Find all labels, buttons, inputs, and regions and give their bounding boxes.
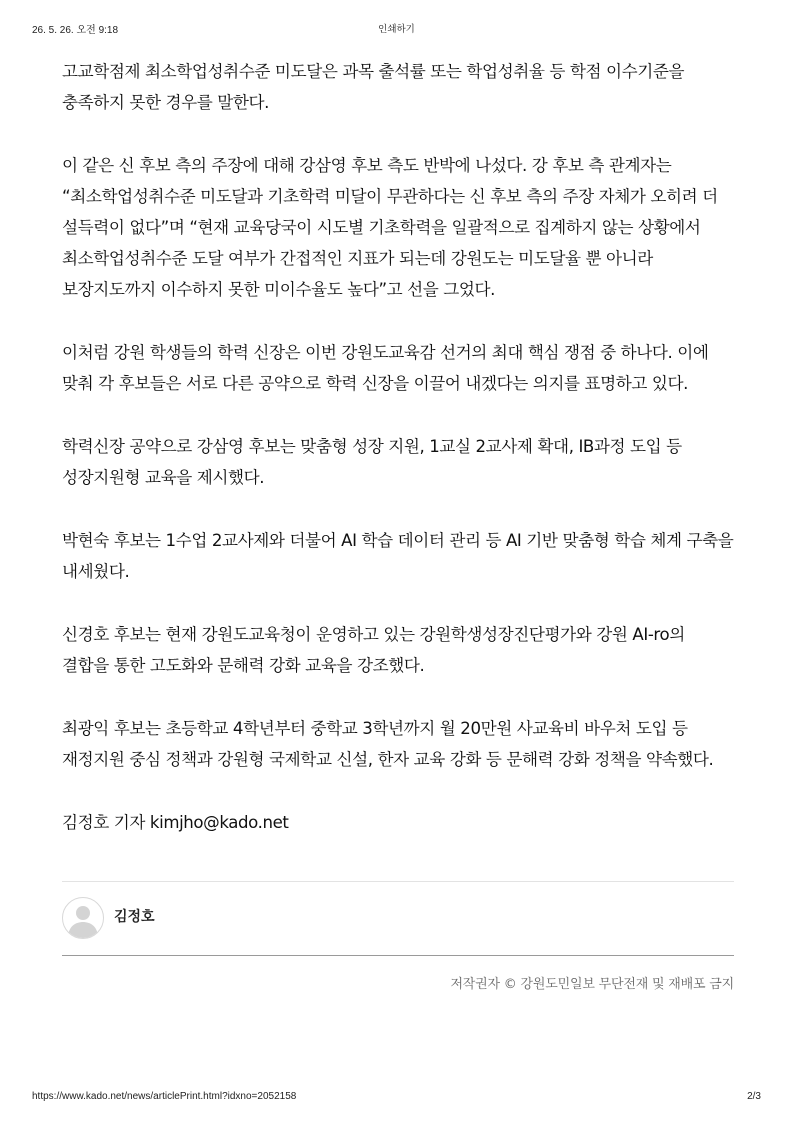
print-footer (0, 1091, 793, 1105)
article-paragraph: 이처럼 강원 학생들의 학력 신장은 이번 강원도교육감 선거의 최대 핵심 쟁점 중 하나다. 이에 맞춰 각 후보들은 서로 다른 공약으로 학력 신장을 이끌어 내겠다는 의지를 표명하고 있다. (62, 343, 709, 393)
print-header (0, 21, 793, 35)
author-box (62, 881, 734, 956)
reporter-byline: 김정호 기자 kimjho@kado.net (62, 813, 289, 832)
page-url: https://www.kado.net/news/articlePrint.html?idxno=2052158 (32, 1091, 297, 1102)
article-paragraph: 신경호 후보는 현재 강원도교육청이 운영하고 있는 강원학생성장진단평가와 강원 AI-ro의 결합을 통한 고도화와 문해력 강화 교육을 강조했다. (62, 625, 685, 675)
article-paragraph: 학력신장 공약으로 강삼영 후보는 맞춤형 성장 지원, 1교실 2교사제 확대, IB과정 도입 등 성장지원형 교육을 제시했다. (62, 437, 682, 487)
print-title: 인쇄하기 (378, 24, 415, 35)
copyright-notice: 저작권자 © 강원도민일보 무단전재 및 재배포 금지 (450, 977, 734, 992)
article-paragraph: 고교학점제 최소학업성취수준 미도달은 과목 출석률 또는 학업성취율 등 학점 이수기준을 충족하지 못한 경우를 말한다. (62, 62, 685, 112)
article-paragraph: 최광익 후보는 초등학교 4학년부터 중학교 3학년까지 월 20만원 사교육비 바우처 도입 등 재정지원 중심 정책과 강원형 국제학교 신설, 한자 교육 강화 등 문해력 강화 정책을 약속했다. (62, 719, 714, 769)
article-paragraph: 이 같은 신 후보 측의 주장에 대해 강삼영 후보 측도 반박에 나섰다. 강 후보 측 관계자는 “최소학업성취수준 미도달과 기초학력 미달이 무관하다는 신 후보 측의 주장 자체가 오히려 더 설득력이 없다”며 “현재 교육당국이 시도별 기초학력을 일괄적으로 집계하지 않는 상황에서 최소학업성취수준 도달 여부가 간접적인 지표가 되는데 강원도는 미도달율 뿐 아니라 보장지도까지 이수하지 못한 미이수율도 높다”고 선을 그었다. (62, 156, 718, 299)
author-name[interactable]: 김정호 (114, 909, 155, 925)
user-silhouette-icon (63, 898, 103, 938)
article-body (62, 56, 734, 838)
print-datetime: 26. 5. 26. 오전 9:18 (32, 25, 119, 36)
page-number: 2/3 (747, 1091, 761, 1102)
article-paragraph: 박현숙 후보는 1수업 2교사제와 더불어 AI 학습 데이터 관리 등 AI 기반 맞춤형 학습 체계 구축을 내세웠다. (62, 531, 734, 581)
avatar[interactable] (62, 897, 104, 939)
